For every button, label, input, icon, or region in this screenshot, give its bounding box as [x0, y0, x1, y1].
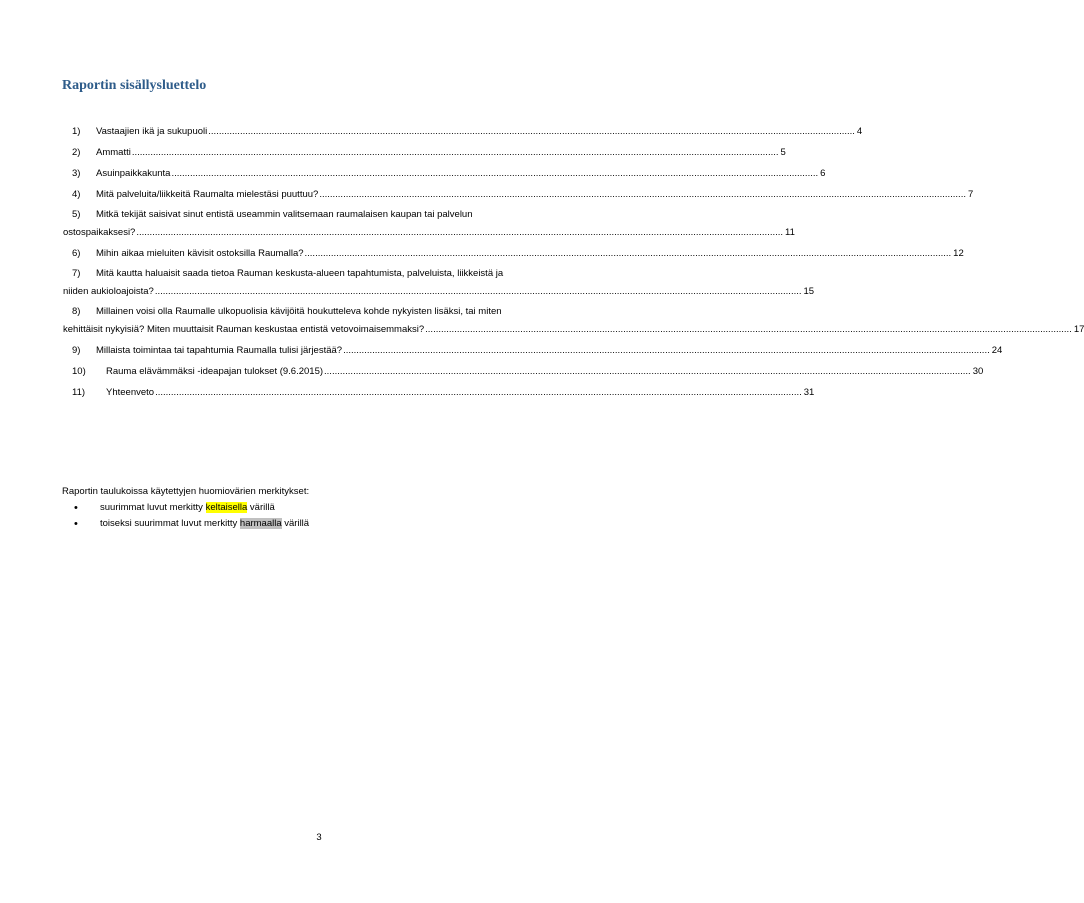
toc-entry-page: 30: [972, 366, 984, 377]
dot-leader: [342, 341, 991, 360]
toc-entry-number: 10): [72, 366, 86, 377]
toc-entry-page: 17: [1073, 324, 1084, 335]
toc-entry-text: Mitkä tekijät saisivat sinut entistä useammin valitsemaan raumalaisen kaupan tai palvelun: [96, 209, 473, 220]
dot-leader: [170, 164, 819, 183]
toc-entry[interactable]: [72, 341, 1003, 360]
legend-item-yellow: • suurimmat luvut merkitty keltaisella värillä: [62, 500, 309, 516]
toc-entry[interactable]: [72, 383, 815, 402]
dot-leader: [323, 362, 972, 381]
toc-entry-text: Ammatti: [96, 147, 131, 158]
gray-highlight: harmaalla: [239, 518, 282, 529]
dot-leader: [131, 143, 780, 162]
toc-entry-text: Yhteenveto: [106, 387, 155, 398]
toc-spacer: [72, 402, 578, 404]
dot-leader: [424, 321, 1073, 339]
toc-entry-text: Millaista toimintaa tai tapahtumia Raumalla tulisi järjestää?: [96, 345, 343, 356]
toc-entry-number: 8): [72, 306, 81, 317]
toc-entry-text: Rauma elävämmäksi -ideapajan tulokset (9.6.2015): [106, 366, 324, 377]
legend-intro: Raportin taulukoissa käytettyjen huomiovärien merkitykset:: [62, 486, 310, 497]
toc-entry-number: 7): [72, 268, 81, 279]
toc-entry-page: 31: [803, 387, 815, 398]
toc-entry-text: ostospaikaksesi?: [63, 227, 136, 238]
toc-entry[interactable]: [72, 185, 974, 204]
toc-entry-page: 6: [820, 168, 826, 179]
toc-title: Raportin sisällysluettelo: [62, 78, 207, 93]
page-number: 3: [316, 832, 322, 843]
yellow-highlight: keltaisella: [205, 502, 248, 513]
toc-entry-page: 7: [967, 189, 974, 200]
toc-entry-page: 15: [803, 286, 815, 297]
dot-leader: [154, 383, 803, 402]
toc-entry-number: 9): [72, 345, 81, 356]
toc-entry-page: 4: [856, 126, 863, 137]
dot-leader: [318, 185, 967, 204]
toc-entry-number: 4): [72, 189, 81, 200]
toc-entry-number: 11): [72, 387, 86, 398]
dot-leader: [207, 122, 856, 141]
dot-leader: [135, 224, 784, 242]
toc-entry[interactable]: [72, 362, 984, 381]
toc-entry[interactable]: [72, 164, 826, 183]
legend-item-gray: • toiseksi suurimmat luvut merkitty harmaalla värillä: [62, 516, 309, 532]
toc-entry-number: 6): [72, 248, 81, 259]
toc-entry-page: 24: [991, 345, 1003, 356]
toc-entry-number: 1): [72, 126, 81, 137]
toc-entry-number: 3): [72, 168, 81, 179]
toc-entry-page: 11: [785, 227, 795, 238]
table-of-contents: [63, 122, 1084, 404]
toc-entry-number: 2): [72, 147, 81, 158]
toc-entry[interactable]: [63, 206, 795, 242]
toc-entry[interactable]: [72, 143, 786, 162]
toc-entry[interactable]: [63, 265, 815, 301]
toc-entry-number: 5): [72, 209, 81, 220]
toc-entry-text: Millainen voisi olla Raumalle ulkopuolisia kävijöitä houkutteleva kohde nykyisten lisäksi, tai miten: [96, 306, 502, 317]
toc-entry[interactable]: [72, 122, 863, 141]
toc-entry-page: 12: [953, 248, 964, 259]
toc-entry[interactable]: [63, 303, 1084, 339]
toc-entry-text: Vastaajien ikä ja sukupuoli: [96, 126, 208, 137]
toc-entry-text: niiden aukioloajoista?: [63, 286, 154, 297]
highlight-legend: [62, 484, 309, 532]
toc-entry-text: Asuinpaikkakunta: [96, 168, 171, 179]
dot-leader: [154, 283, 803, 301]
toc-entry-text: kehittäisit nykyisiä? Miten muuttaisit Rauman keskustaa entistä vetovoimaisemmaksi?: [63, 324, 425, 335]
toc-entry-text: Mihin aikaa mieluiten kävisit ostoksilla Raumalla?: [96, 248, 304, 259]
dot-leader: [304, 244, 953, 263]
toc-entry[interactable]: [72, 244, 964, 263]
toc-entry-text: Mitä kautta haluaisit saada tietoa Rauman keskusta-alueen tapahtumista, palveluista, liikkeistä ja: [96, 268, 504, 279]
toc-entry-page: 5: [780, 147, 786, 158]
toc-entry-text: Mitä palveluita/liikkeitä Raumalta mielestäsi puuttuu?: [96, 189, 319, 200]
